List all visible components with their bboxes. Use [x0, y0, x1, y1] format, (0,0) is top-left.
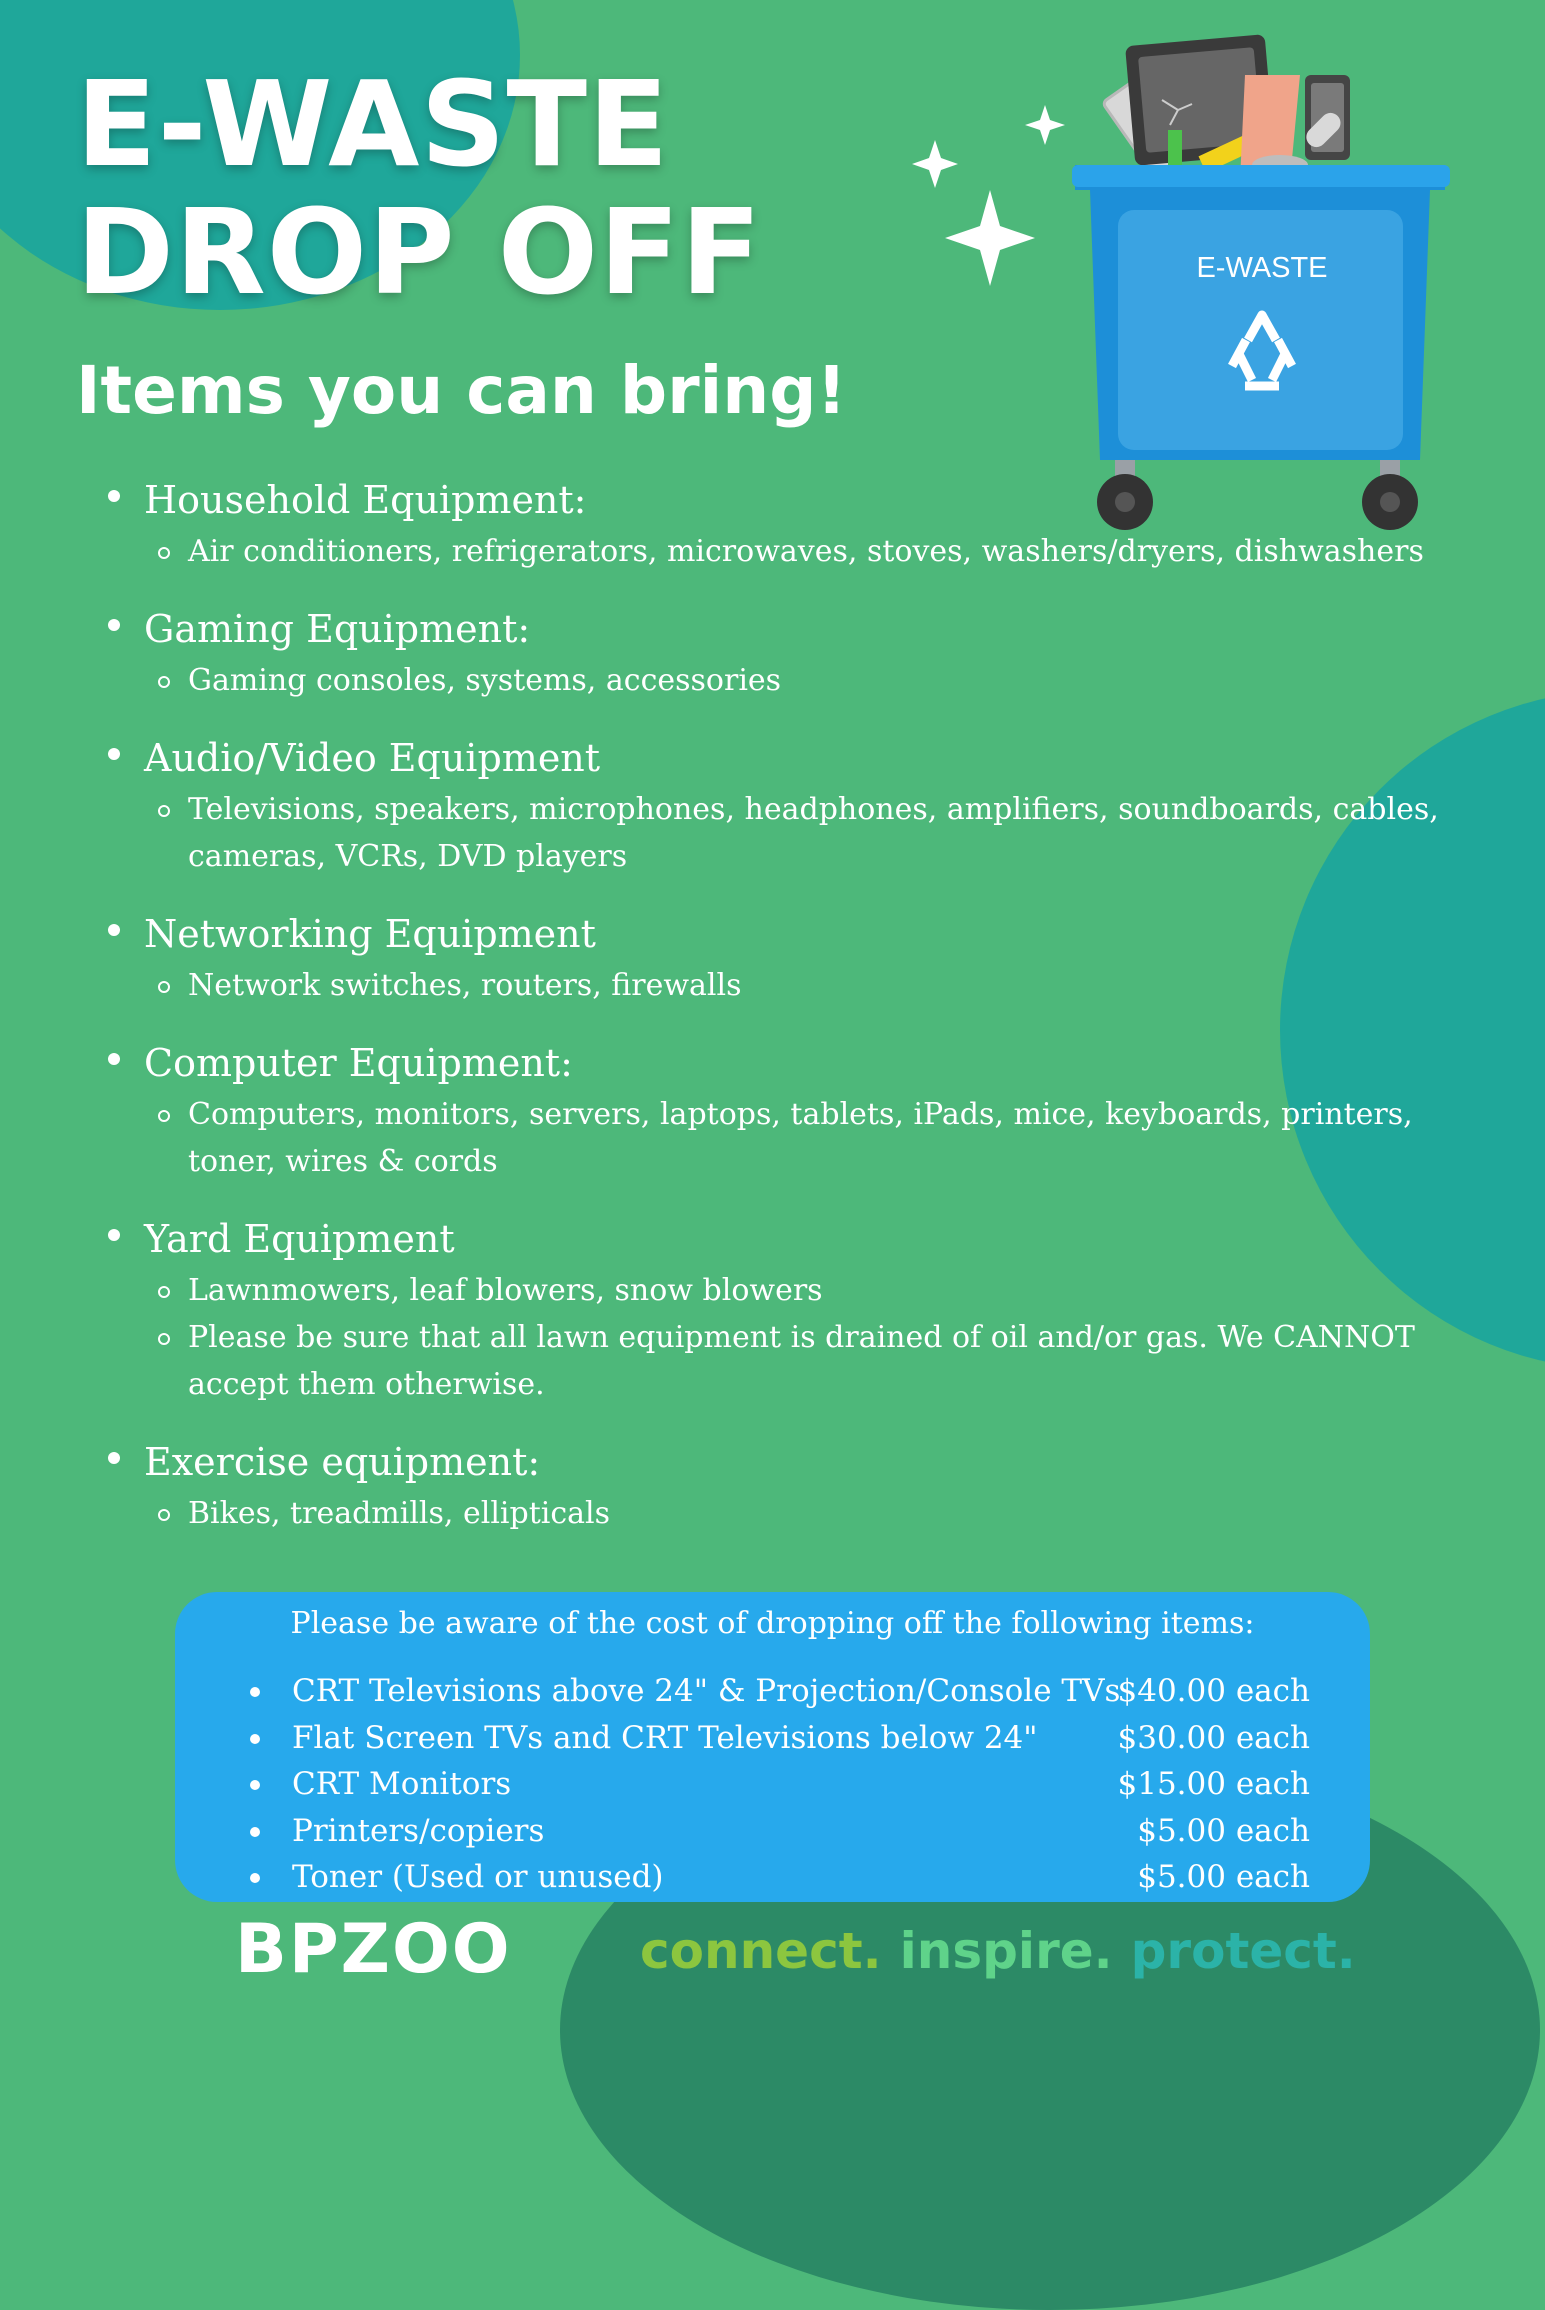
cost-notice-heading: Please be aware of the cost of dropping off the following items:	[290, 1606, 1255, 1641]
cost-item-label: CRT Monitors	[292, 1766, 512, 1802]
category-sublist	[144, 1490, 1444, 1537]
cost-row	[250, 1761, 1310, 1808]
hollow-bullet-icon	[158, 1509, 170, 1521]
hollow-bullet-icon	[158, 805, 170, 817]
hollow-bullet-icon	[158, 1333, 170, 1345]
category-item	[104, 1434, 1444, 1537]
subitem-text: Please be sure that all lawn equipment is drained of oil and/or gas. We CANNOT accept them otherwise.	[188, 1320, 1415, 1402]
category-item	[104, 472, 1444, 575]
subitem-text: Lawnmowers, leaf blowers, snow blowers	[188, 1273, 823, 1308]
bullet-icon	[250, 1734, 260, 1744]
category-item	[104, 730, 1444, 880]
category-sublist	[144, 786, 1444, 880]
category-sublist	[144, 657, 1444, 704]
category-sublist	[144, 962, 1444, 1009]
title-line-1: E-WASTE	[76, 55, 670, 193]
category-item	[104, 1035, 1444, 1185]
sparkle-icons	[912, 105, 1065, 286]
cost-row	[250, 1854, 1310, 1901]
electronics-pile	[1102, 34, 1350, 180]
subitem-text: Air conditioners, refrigerators, microwaves, stoves, washers/dryers, dishwashers	[188, 534, 1424, 569]
category-subitem	[188, 1314, 1444, 1408]
bullet-icon	[108, 1452, 120, 1464]
tagline	[640, 1922, 1374, 1980]
title-line-2: DROP OFF	[76, 183, 763, 321]
category-sublist	[144, 528, 1444, 575]
subitem-text: Network switches, routers, firewalls	[188, 968, 742, 1003]
tagline-word: protect.	[1130, 1922, 1356, 1980]
category-subitem	[188, 962, 1444, 1009]
hollow-bullet-icon	[158, 676, 170, 688]
bullet-icon	[108, 748, 120, 760]
tagline-word: connect.	[640, 1922, 882, 1980]
bullet-icon	[250, 1827, 260, 1837]
bpzoo-logo: BPZOO	[235, 1910, 512, 1989]
category-sublist	[144, 1267, 1444, 1408]
cost-item-label: Printers/copiers	[292, 1812, 545, 1849]
category-subitem	[188, 1091, 1444, 1185]
bullet-icon	[108, 619, 120, 631]
bullet-icon	[250, 1687, 260, 1697]
cost-list	[250, 1668, 1310, 1901]
cost-item-label: CRT Televisions above 24" & Projection/Console TVs	[292, 1673, 1121, 1709]
page-subtitle: Items you can bring!	[76, 352, 847, 429]
cost-price: $40.00 each	[1117, 1673, 1310, 1709]
bullet-icon	[108, 1053, 120, 1065]
subitem-text: Gaming consoles, systems, accessories	[188, 663, 782, 698]
page-title	[76, 55, 763, 321]
category-subitem	[188, 657, 1444, 704]
hollow-bullet-icon	[158, 1286, 170, 1298]
hollow-bullet-icon	[158, 547, 170, 559]
cost-price: $30.00 each	[1117, 1719, 1310, 1756]
category-title: Yard Equipment	[144, 1217, 455, 1261]
category-title: Household Equipment:	[144, 478, 587, 522]
category-title: Audio/Video Equipment	[144, 736, 601, 780]
category-subitem	[188, 786, 1444, 880]
category-subitem	[188, 1267, 1444, 1314]
category-subitem	[188, 1490, 1444, 1537]
category-title: Networking Equipment	[144, 912, 596, 956]
cost-row	[250, 1808, 1310, 1855]
category-subitem	[188, 528, 1444, 575]
hollow-bullet-icon	[158, 1110, 170, 1122]
cost-row	[250, 1715, 1310, 1762]
category-item	[104, 906, 1444, 1009]
cost-row	[250, 1668, 1310, 1715]
cost-notice-box	[175, 1592, 1370, 1902]
bullet-icon	[250, 1873, 260, 1883]
hollow-bullet-icon	[158, 981, 170, 993]
subitem-text: Computers, monitors, servers, laptops, tablets, iPads, mice, keyboards, printers, toner, wires & cords	[188, 1097, 1413, 1179]
category-sublist	[144, 1091, 1444, 1185]
bullet-icon	[108, 490, 120, 502]
bullet-icon	[250, 1780, 260, 1790]
category-item	[104, 601, 1444, 704]
subitem-text: Televisions, speakers, microphones, headphones, amplifiers, soundboards, cables, cameras, VCRs, DVD players	[188, 792, 1439, 874]
category-title: Exercise equipment:	[144, 1440, 541, 1484]
cost-price: $15.00 each	[1117, 1766, 1310, 1802]
cost-price: $5.00 each	[1137, 1859, 1310, 1895]
category-title: Computer Equipment:	[144, 1041, 573, 1085]
bin-label: E-WASTE	[1196, 252, 1328, 284]
bullet-icon	[108, 1229, 120, 1241]
ewaste-bin-illustration	[900, 30, 1500, 530]
category-item	[104, 1211, 1444, 1408]
cost-price: $5.00 each	[1137, 1812, 1310, 1849]
accepted-items-list	[104, 472, 1444, 1563]
cost-item-label: Flat Screen TVs and CRT Televisions below 24"	[292, 1719, 1038, 1756]
tagline-word: inspire.	[899, 1922, 1113, 1980]
category-title: Gaming Equipment:	[144, 607, 531, 651]
subitem-text: Bikes, treadmills, ellipticals	[188, 1496, 611, 1531]
bullet-icon	[108, 924, 120, 936]
cost-item-label: Toner (Used or unused)	[292, 1859, 664, 1895]
